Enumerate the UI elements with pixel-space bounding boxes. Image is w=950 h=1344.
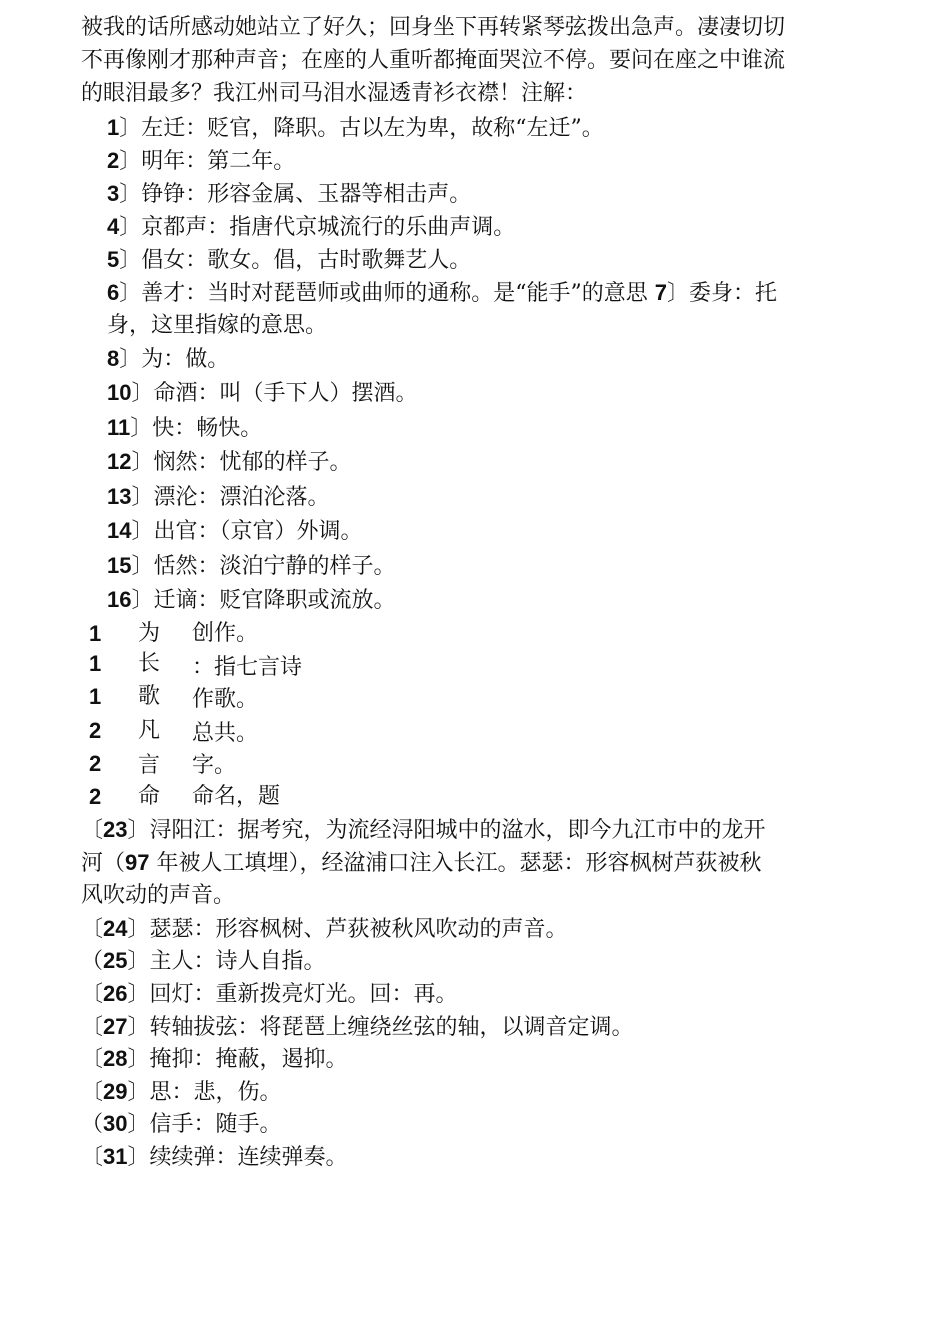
note-bracket: 〔 [81, 1145, 104, 1170]
note-text: 〕悯然：忧郁的样子。 [131, 450, 352, 475]
note-item [107, 550, 396, 583]
note-item [81, 1141, 348, 1174]
term-number: 2 [89, 751, 102, 776]
note-text: 〕委身：托 [667, 281, 778, 306]
note-text: 身，这里指嫁的意思。 [107, 313, 328, 338]
term-definition: 创作。 [192, 621, 259, 646]
note-number: 23 [103, 817, 128, 842]
note-text: 〕恬然：淡泊宁静的样子。 [131, 554, 396, 579]
note-item [81, 913, 568, 946]
intro-line-2: 不再像刚才那种声音；在座的人重听都掩面哭泣不停。要问在座之中谁流 [81, 48, 786, 73]
note-item [81, 945, 326, 978]
note-text: 〕京都声：指唐代京城流行的乐曲声调。 [119, 215, 516, 240]
note-23-line-1 [81, 814, 766, 847]
note-number: 8 [107, 346, 120, 371]
note-number: 3 [107, 181, 120, 206]
note-number: 13 [107, 484, 132, 509]
note-bracket: 〔 [81, 917, 104, 942]
note-item [107, 112, 604, 145]
note-bracket: 〔 [81, 982, 104, 1007]
note-item [107, 446, 352, 479]
note-text: 河（ [81, 851, 126, 876]
note-number: 1 [107, 115, 120, 140]
note-item [107, 277, 777, 310]
term-char: 歌 [138, 684, 161, 709]
note-bracket: 〔 [81, 1080, 104, 1105]
term-char: 长 [138, 651, 161, 676]
note-bracket: （ [81, 1112, 104, 1137]
note-text: 〕迁谪：贬官降职或流放。 [131, 588, 396, 613]
note-text: 〕为：做。 [119, 347, 230, 372]
note-text: 〕明年：第二年。 [119, 149, 296, 174]
note-text: 〕出官：（京官）外调。 [131, 519, 363, 544]
note-number: 29 [103, 1079, 128, 1104]
note-item [107, 343, 229, 376]
note-number: 5 [107, 247, 120, 272]
note-number: 4 [107, 214, 120, 239]
note-text: 〕倡女：歌女。倡，古时歌舞艺人。 [119, 248, 472, 273]
term-number: 1 [89, 621, 102, 646]
note-item [81, 1076, 282, 1109]
note-number: 11 [107, 415, 131, 440]
note-text: 〕转轴拔弦：将琵琶上缠绕丝弦的轴，以调音定调。 [127, 1015, 634, 1040]
term-definition: 命名，题 [192, 784, 281, 809]
term-char: 命 [138, 784, 161, 809]
note-text: 〕瑟瑟：形容枫树、芦荻被秋风吹动的声音。 [127, 917, 568, 942]
note-item [107, 412, 262, 445]
note-item [81, 978, 458, 1011]
note-number: 27 [103, 1014, 128, 1039]
note-item [107, 211, 515, 244]
note-text: 〕左迁：贬官，降职。古以左为卑，故称“左迁”。 [119, 116, 604, 141]
note-23-line-2 [81, 847, 762, 880]
note-item [81, 1043, 348, 1076]
note-item [81, 1108, 282, 1141]
note-text: 〕浔阳江：据考究，为流经浔阳城中的湓水，即今九江市中的龙开 [127, 818, 766, 843]
note-item [107, 178, 471, 211]
note-number: 28 [103, 1046, 128, 1071]
note-item-continuation [107, 310, 327, 342]
note-number: 24 [103, 916, 128, 941]
term-number: 1 [89, 684, 102, 709]
note-bracket: 〔 [81, 1015, 104, 1040]
note-text: 〕漂沦：漂泊沦落。 [131, 485, 330, 510]
note-number: 16 [107, 587, 132, 612]
note-text: 〕命酒：叫（手下人）摆酒。 [131, 381, 418, 406]
note-item [107, 481, 330, 514]
note-number: 15 [107, 553, 132, 578]
note-text: 〕铮铮：形容金属、玉器等相击声。 [119, 182, 472, 207]
term-char: 凡 [138, 718, 161, 743]
term-definition: 字。 [192, 753, 237, 778]
note-text: 〕思：悲，伤。 [127, 1080, 282, 1105]
term-char: 言 [138, 753, 161, 778]
note-text: 〕信手：随手。 [127, 1112, 282, 1137]
note-text: 〕续续弹：连续弹奏。 [127, 1145, 348, 1170]
note-text: 〕快：畅快。 [130, 416, 263, 441]
note-item [81, 1011, 634, 1044]
intro-line-3: 的眼泪最多？我江州司马泪水湿透青衫衣襟！注解： [81, 81, 588, 106]
note-number: 12 [107, 449, 132, 474]
note-text: 年被人工填埋），经湓浦口注入长江。瑟瑟：形容枫树芦荻被秋 [149, 851, 762, 876]
term-number: 2 [89, 784, 102, 809]
note-item [107, 584, 396, 617]
term-number: 1 [89, 651, 102, 676]
note-number: 26 [103, 981, 128, 1006]
note-item [107, 377, 418, 410]
term-char: 为 [138, 621, 161, 646]
note-item [107, 515, 363, 548]
note-text: 〕善才：当时对琵琶师或曲师的通称。是“能手”的意思 [119, 281, 655, 306]
note-year-number: 97 [125, 850, 150, 875]
note-bracket: （ [81, 949, 104, 974]
term-definition: 总共。 [192, 721, 259, 746]
intro-line-1: 被我的话所感动她站立了好久；回身坐下再转紧琴弦拨出急声。凄凄切切 [81, 15, 786, 40]
note-bracket: 〔 [81, 1047, 104, 1072]
term-number: 2 [89, 718, 102, 743]
term-definition: 作歌。 [192, 687, 259, 712]
note-number: 25 [103, 948, 128, 973]
note-number: 14 [107, 518, 132, 543]
note-bracket: 〔 [81, 818, 104, 843]
term-definition: ：指七言诗 [192, 655, 303, 680]
note-text: 〕回灯：重新拨亮灯光。回：再。 [127, 982, 458, 1007]
note-number: 2 [107, 148, 120, 173]
note-item [107, 244, 471, 277]
note-23-line-3: 风吹动的声音。 [81, 883, 236, 908]
note-text: 〕主人：诗人自指。 [127, 949, 326, 974]
note-number: 30 [103, 1111, 128, 1136]
note-item [107, 145, 295, 178]
note-number: 10 [107, 380, 132, 405]
note-number: 7 [654, 280, 667, 305]
note-text: 〕掩抑：掩蔽，遏抑。 [127, 1047, 348, 1072]
note-number: 31 [103, 1144, 128, 1169]
note-number: 6 [107, 280, 120, 305]
